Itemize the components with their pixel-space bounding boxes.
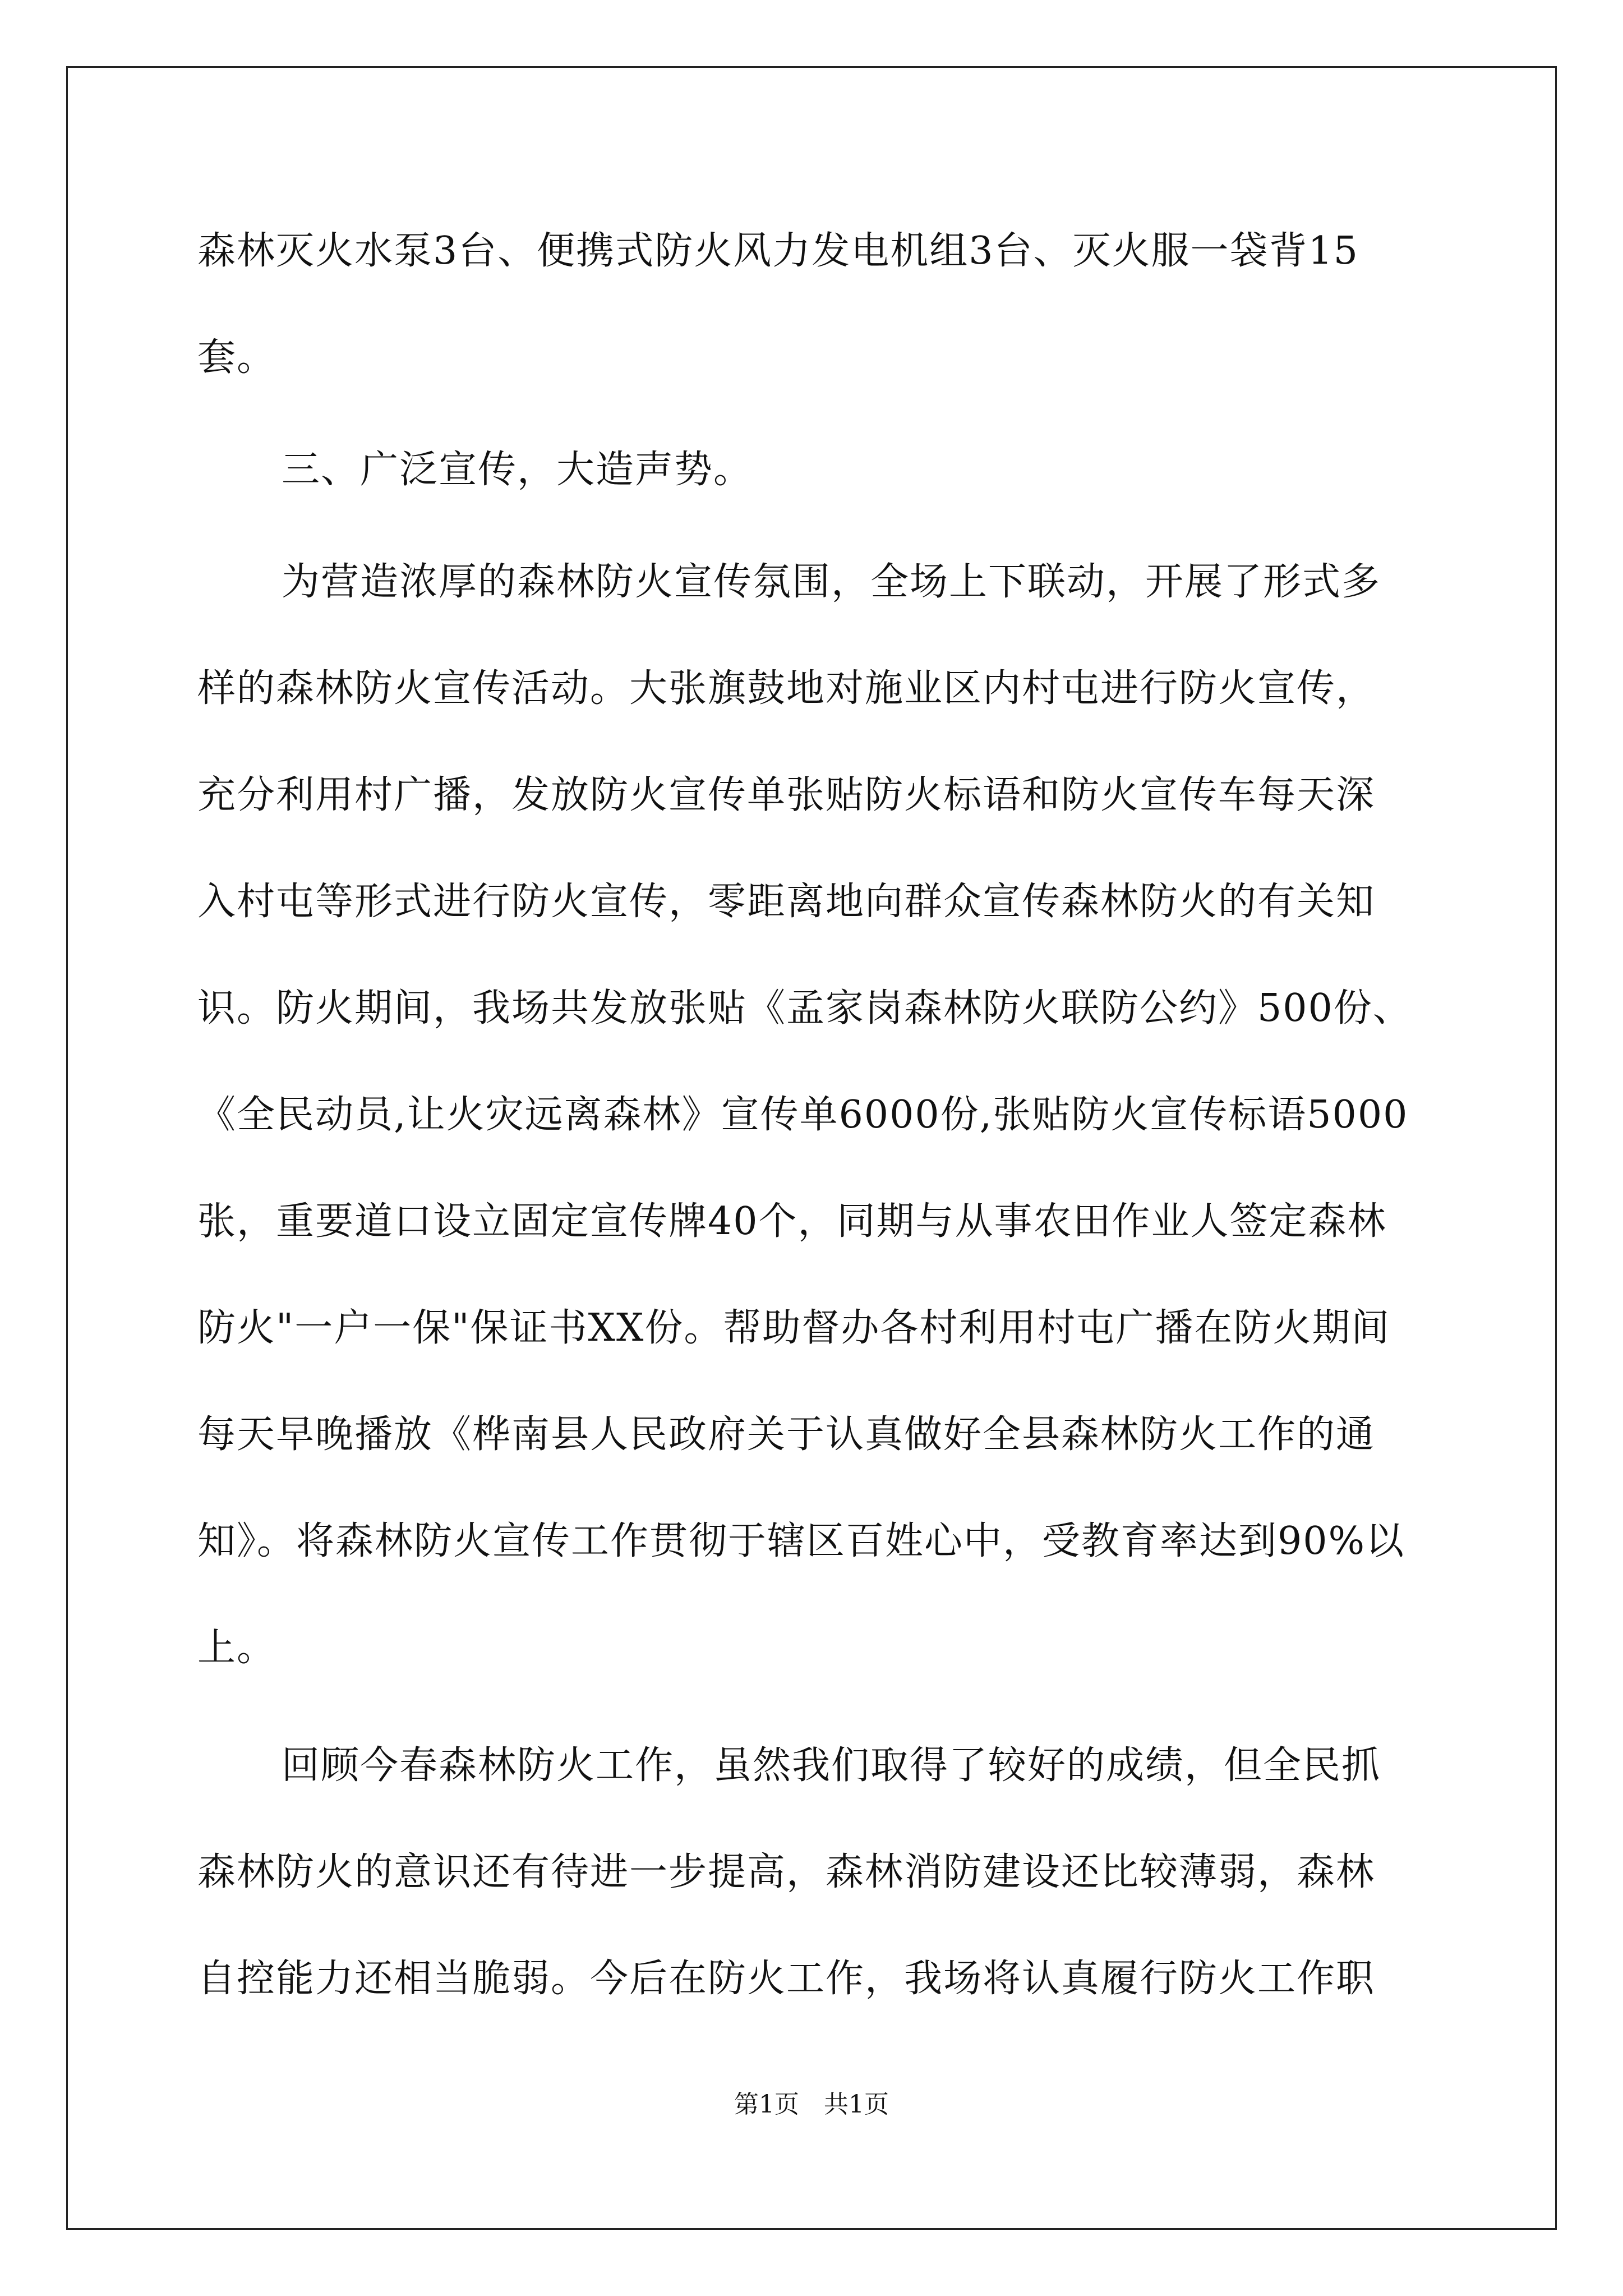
text-line: 上。 (197, 1626, 276, 1670)
text-line: 森林灭火水泵3台、便携式防火风力发电机组3台、灭火服一袋背15 (197, 229, 1359, 273)
page-number: 第1页 共1页 (734, 2090, 889, 2119)
text-line: 知》。将森林防火宣传工作贯彻于辖区百姓心中，受教育率达到90%以 (197, 1519, 1405, 1563)
text-line: 套。 (197, 335, 276, 380)
section-heading: 三、广泛宣传，大造声势。 (282, 448, 753, 492)
text-line: 回顾今春森林防火工作，虽然我们取得了较好的成绩，但全民抓 (282, 1743, 1381, 1788)
text-line: 样的森林防火宣传活动。大张旗鼓地对施业区内村屯进行防火宣传， (197, 666, 1376, 711)
text-line: 自控能力还相当脆弱。今后在防火工作，我场将认真履行防火工作职 (197, 1957, 1376, 2001)
text-line: 入村屯等形式进行防火宣传，零距离地向群众宣传森林防火的有关知 (197, 880, 1376, 924)
page-border (66, 66, 1557, 2230)
text-line: 张，重要道口设立固定宣传牌40个，同期与从事农田作业人签定森林 (197, 1199, 1387, 1244)
text-line: 《全民动员,让火灾远离森林》宣传单6000份,张贴防火宣传标语5000 (197, 1093, 1409, 1137)
text-line: 充分利用村广播，发放防火宣传单张贴防火标语和防火宣传车每天深 (197, 773, 1376, 817)
text-line: 识。防火期间，我场共发放张贴《孟家岗森林防火联防公约》500份、 (197, 986, 1412, 1030)
text-line: 防火"一户一保"保证书XX份。帮助督办各村利用村屯广播在防火期间 (197, 1306, 1391, 1350)
text-line: 为营造浓厚的森林防火宣传氛围，全场上下联动，开展了形式多 (282, 560, 1381, 604)
text-line: 森林防火的意识还有待进一步提高，森林消防建设还比较薄弱，森林 (197, 1850, 1376, 1894)
text-line: 每天早晚播放《桦南县人民政府关于认真做好全县森林防火工作的通 (197, 1412, 1376, 1457)
